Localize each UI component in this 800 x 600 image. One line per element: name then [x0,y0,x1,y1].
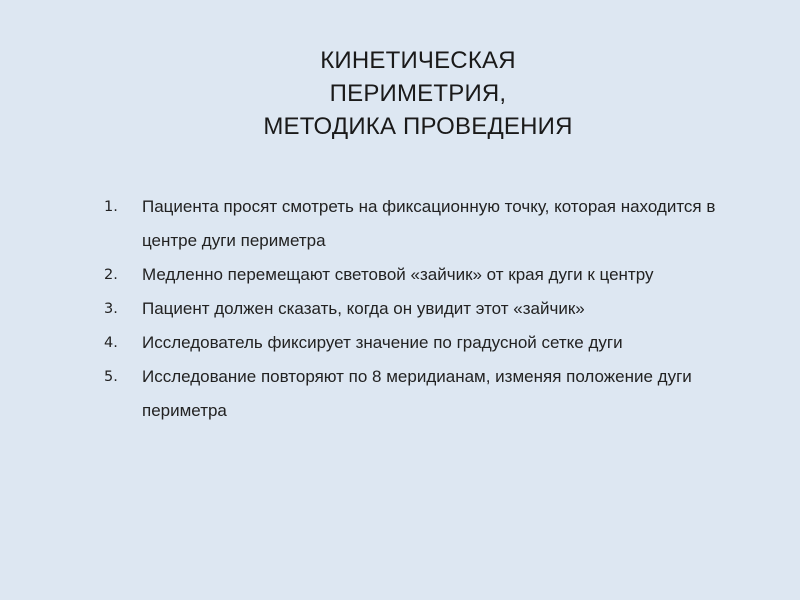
list-item-number: 4. [104,335,118,351]
list-item-text: Исследователь фиксирует значение по градусной сетке дуги [142,333,623,352]
list-item-number: 1. [104,199,118,215]
list-item-text: Пациента просят смотреть на фиксационную точку, которая находится в центре дуги периметра [142,197,716,250]
list-item-text: Медленно перемещают световой «зайчик» от края дуги к центру [142,265,654,284]
list-item [104,190,764,258]
procedure-steps-list [104,190,764,428]
slide-title [0,44,800,143]
list-item [104,258,764,292]
list-item-text: Исследование повторяют по 8 меридианам, изменяя положение дуги периметра [142,367,692,420]
list-item-number: 2. [104,267,118,283]
list-item [104,326,764,360]
list-item-text: Пациент должен сказать, когда он увидит этот «зайчик» [142,299,585,318]
list-item [104,292,764,326]
title-line-3: МЕТОДИКА ПРОВЕДЕНИЯ [263,113,573,140]
list-item-number: 3. [104,301,118,317]
title-line-2: ПЕРИМЕТРИЯ, [329,80,507,107]
list-item-number: 5. [104,369,118,385]
title-line-1: КИНЕТИЧЕСКАЯ [320,47,516,74]
list-item [104,360,764,428]
